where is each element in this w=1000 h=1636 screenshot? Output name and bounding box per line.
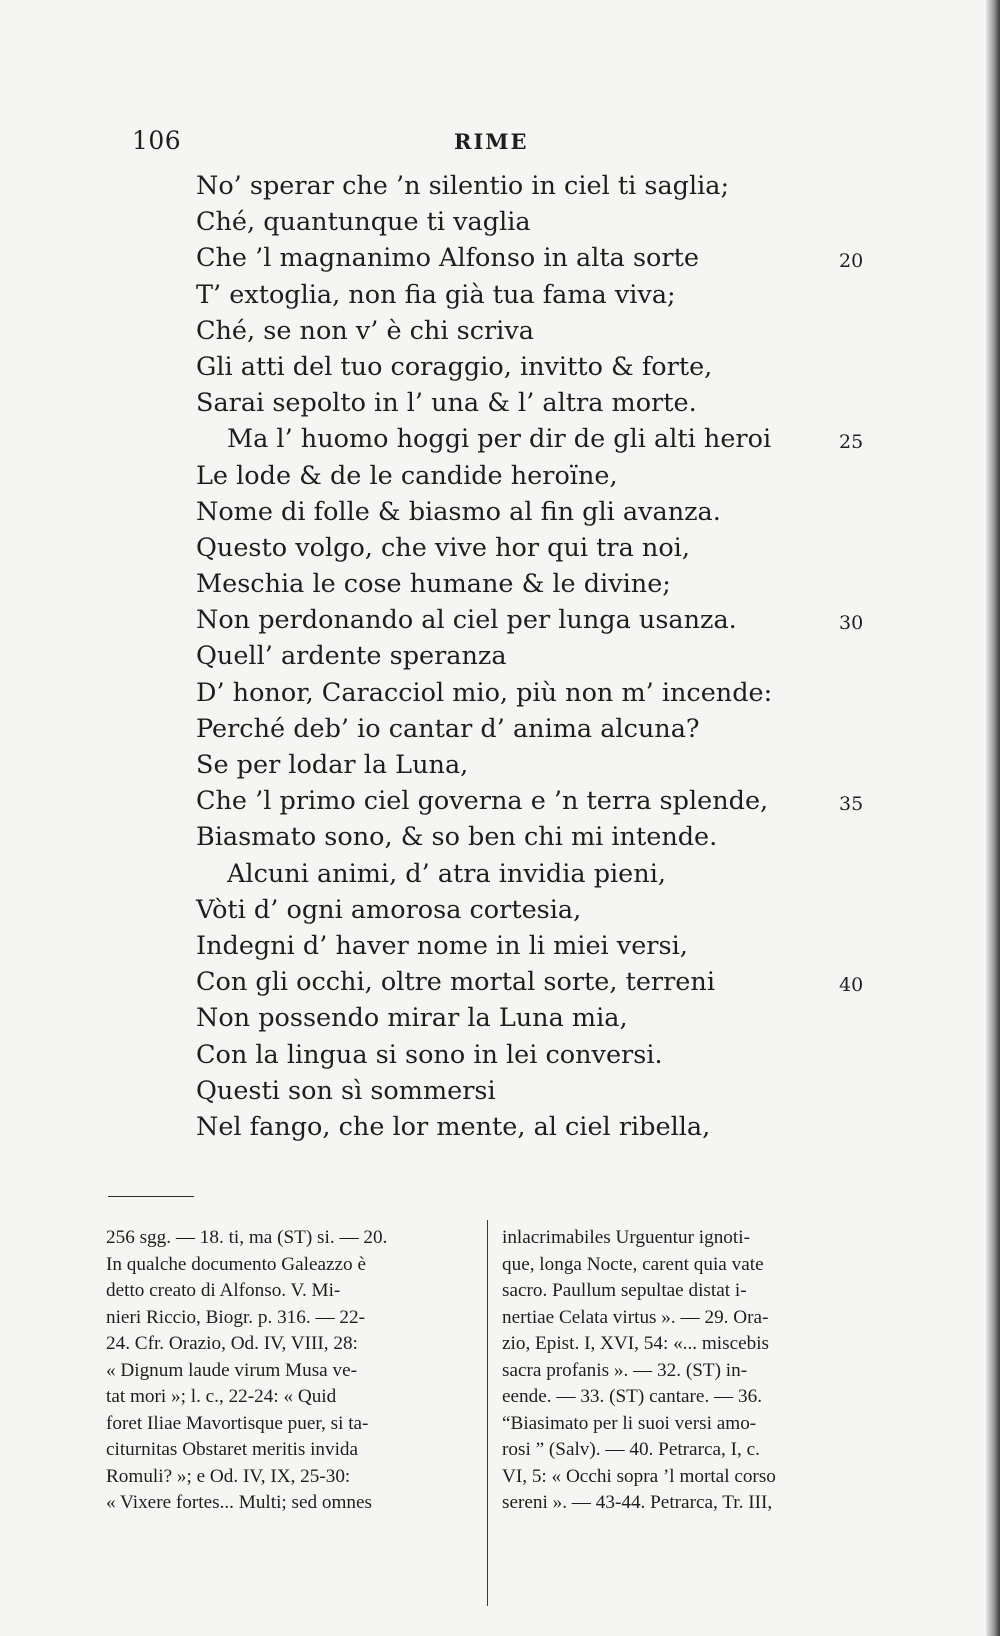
verse-text: Nome di folle & biasmo al fin gli avanza. (196, 496, 721, 527)
footnote-line: tat mori »; l. c., 22-24: « Quid (106, 1386, 337, 1407)
verse-line (0, 494, 1000, 530)
verse-text: Ché, se non v’ è chi scriva (196, 315, 534, 346)
verse-text: D’ honor, Caracciol mio, più non m’ incende: (196, 677, 773, 708)
verse-text: Le lode & de le candide heroïne, (196, 460, 618, 491)
line-number: 35 (839, 793, 864, 816)
footnote-line: « Vixere fortes... Multi; sed omnes (106, 1492, 373, 1513)
footnote-line: “Biasimato per li suoi versi amo- (502, 1412, 757, 1434)
footnote-line: nertiae Celata virtus ». — 29. Ora- (502, 1306, 769, 1328)
verse-line (0, 638, 1000, 674)
page-number: 106 (132, 126, 182, 155)
verse-text: Non possendo mirar la Luna mia, (196, 1003, 628, 1034)
verse-text: Ma l’ huomo hoggi per dir de gli alti heroi (227, 424, 772, 455)
footnote-line: sereni ». — 43-44. Petrarca, Tr. III, (502, 1492, 773, 1513)
running-title: RIME (454, 129, 529, 154)
verse-line (0, 819, 1000, 855)
footnote-line: zio, Epist. I, XVI, 54: «... miscebis (502, 1333, 769, 1354)
verse-line (0, 892, 1000, 928)
verse-line (0, 240, 1000, 276)
verse-text: Meschia le cose humane & le divine; (196, 569, 671, 600)
verse-line (0, 1073, 1000, 1109)
verse-line (0, 602, 1000, 638)
footnote-line: que, longa Nocte, carent quia vate (502, 1253, 764, 1275)
poem-text (0, 168, 1000, 1145)
footnote-column-left (106, 1225, 476, 1517)
line-number: 25 (839, 431, 864, 454)
footnote-line: VI, 5: « Occhi sopra ’l mortal corso (502, 1465, 776, 1487)
verse-text: Con gli occhi, oltre mortal sorte, terreni (196, 967, 715, 998)
verse-text: Se per lodar la Luna, (196, 750, 469, 780)
verse-text: No’ sperar che ’n silentio in ciel ti saglia; (196, 171, 730, 201)
verse-line (0, 458, 1000, 494)
verse-text: Questo volgo, che vive hor qui tra noi, (196, 532, 690, 563)
verse-line (0, 747, 1000, 783)
verse-text: T’ extoglia, non fia già tua fama viva; (196, 279, 676, 310)
verse-text: Quell’ ardente speranza (196, 641, 507, 672)
line-number: 40 (839, 974, 864, 997)
verse-line (0, 530, 1000, 566)
verse-text: Nel fango, che lor mente, al ciel ribella, (196, 1111, 711, 1142)
verse-line (0, 964, 1000, 1000)
line-number: 30 (839, 612, 864, 635)
verse-line (0, 421, 1000, 457)
verse-line (0, 783, 1000, 819)
verse-line (0, 349, 1000, 385)
footnote-line: sacro. Paullum sepultae distat i- (502, 1280, 747, 1301)
verse-text: Indegni d’ haver nome in li miei versi, (196, 930, 688, 961)
footnote-line: detto creato di Alfonso. V. Mi- (106, 1280, 341, 1301)
verse-text: Alcuni animi, d’ atra invidia pieni, (227, 858, 666, 889)
footnote-line: citurnitas Obstaret meritis invida (106, 1439, 359, 1460)
verse-line (0, 566, 1000, 602)
verse-line (0, 1000, 1000, 1036)
verse-line (0, 313, 1000, 349)
verse-text: Non perdonando al ciel per lunga usanza. (196, 605, 737, 636)
page-header (0, 126, 1000, 166)
footnote-rule (108, 1196, 194, 1197)
footnote-line: sacra profanis ». — 32. (ST) in- (502, 1359, 748, 1381)
footnote-line: foret Iliae Mavortisque puer, si ta- (106, 1412, 369, 1434)
verse-text: Ché, quantunque ti vaglia (196, 207, 531, 238)
verse-text: Con la lingua si sono in lei conversi. (196, 1039, 663, 1070)
verse-text: Perché deb’ io cantar d’ anima alcuna? (196, 713, 700, 744)
verse-text: Sarai sepolto in l’ una & l’ altra morte. (196, 388, 697, 419)
footnote-line: eende. — 33. (ST) cantare. — 36. (502, 1386, 763, 1407)
verse-line (0, 1037, 1000, 1073)
footnote-line: inlacrimabiles Urguentur ignoti- (502, 1227, 750, 1248)
verse-text: Vòti d’ ogni amorosa cortesia, (196, 894, 582, 925)
footnote-line: 24. Cfr. Orazio, Od. IV, VIII, 28: (106, 1333, 358, 1354)
footnote-line: « Dignum laude virum Musa ve- (106, 1359, 357, 1381)
verse-text: Gli atti del tuo coraggio, invitto & forte, (196, 351, 713, 382)
verse-line (0, 204, 1000, 240)
footnote-line: rosi ” (Salv). — 40. Petrarca, I, c. (502, 1439, 760, 1460)
verse-text: Questi son sì sommersi (196, 1075, 496, 1106)
verse-line (0, 277, 1000, 313)
verse-text: Biasmato sono, & so ben chi mi intende. (196, 822, 718, 853)
verse-line (0, 711, 1000, 747)
footnote-line: Romuli? »; e Od. IV, IX, 25-30: (106, 1465, 351, 1487)
verse-text: Che ’l magnanimo Alfonso in alta sorte (196, 243, 699, 274)
verse-line (0, 168, 1000, 204)
verse-line (0, 856, 1000, 892)
line-number: 20 (839, 250, 864, 273)
footnote-line: In qualche documento Galeazzo è (106, 1253, 366, 1275)
footnotes (0, 1225, 1000, 1605)
footnote-column-right (502, 1225, 872, 1517)
footnote-line: nieri Riccio, Biogr. p. 316. — 22- (106, 1306, 366, 1328)
verse-text: Che ’l primo ciel governa e ’n terra splende, (196, 786, 769, 817)
verse-line (0, 928, 1000, 964)
footnote-line: 256 sgg. — 18. ti, ma (ST) si. — 20. (106, 1227, 388, 1248)
verse-line (0, 675, 1000, 711)
verse-line (0, 1109, 1000, 1145)
verse-line (0, 385, 1000, 421)
